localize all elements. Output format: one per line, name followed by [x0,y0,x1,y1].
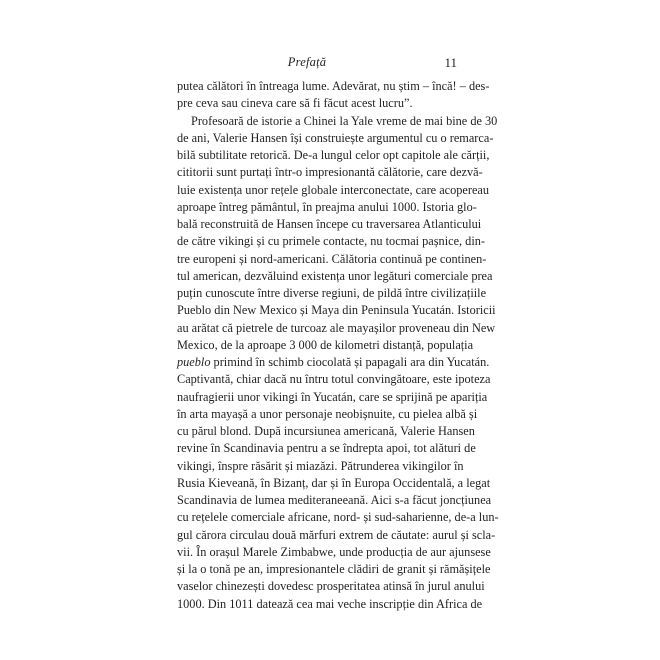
page-number: 11 [444,55,457,70]
text-line: puțin cunoscute între diverse regiuni, de pildă între civilizațiile [177,286,487,300]
text-line: Rusia Kieveană, în Bizanț, dar și în Europa Occidentală, a legat [177,475,491,490]
running-title: Prefață [287,55,327,69]
text-line: Captivantă, chiar dacă nu întru totul convingătoare, este ipoteza [177,372,491,387]
text-line: revine în Scandinavia pentru a se îndrepta apoi, tot alături de [177,441,476,456]
text-line: Pueblo din New Mexico și Maya din Peninsula Yucatán. Istoricii [177,303,496,318]
text-line: cititorii sunt purtați într-o impresionantă călătorie, care dezvă- [177,165,483,180]
text-line: 1000. Din 1011 datează cea mai veche inscripție din Africa de [177,596,483,611]
text-line: vikingi, înspre răsărit și miazăzi. Pătrunderea vikingilor în [177,458,464,473]
page-header [177,55,457,73]
text-line: bală reconstruită de Hansen începe cu traversarea Atlanticului [177,217,482,231]
body-text [177,78,499,613]
text-line: cu părul blond. După incursiunea americană, Valerie Hansen [177,424,475,438]
text-line: Scandinavia de lumea mediteraneeană. Aici s-a făcut joncțiunea [177,493,492,507]
text-line [177,354,490,371]
text-line: aproape întreg pământul, în preajma anului 1000. Istoria glo- [177,199,477,214]
text-line: de ani, Valerie Hansen își construiește argumentul cu o remarca- [177,130,494,145]
text-line: putea călători în întreaga lume. Adevărat, nu știm – încă! – des- [177,79,490,93]
text-line: luie existența unor rețele globale interconectate, care acopereau [177,182,490,197]
text-line: Mexico, de la aproape 3 000 de kilometri distanță, populația [177,337,474,352]
text-line: au arătat că pietrele de turcoaz ale mayașilor proveneau din New [177,320,496,335]
text-line: în arta mayașă a unor personaje neobișnuite, cu pielea albă și [177,406,478,421]
line-text: primind în schimb ciocolată și papagali ara din Yucatán. [210,355,490,369]
text-line: bilă subtilitate retorică. De-a lungul celor opt capitole ale cărții, [177,148,490,162]
text-line: pre ceva sau cineva care să fi făcut acest lucru”. [177,96,413,111]
text-line: și la o tonă pe an, impresionantele clădiri de granit și rămășițele [177,562,491,576]
text-line: naufragierii unor vikingi în Yucatán, care se sprijină pe apariția [177,389,488,404]
text-line: de către vikingi și cu primele contacte, nu tocmai pașnice, din- [177,234,485,249]
text-line: tre europeni și nord-americani. Călătoria continuă pe continen- [177,251,487,266]
text-line: gul cărora circulau două mărfuri extrem de căutate: aurul și scla- [177,527,496,542]
text-line: cu rețelele comerciale africane, nord- și sud-saharienne, de-a lun- [177,510,499,525]
italic-word: pueblo [177,355,211,369]
text-line: vii. În orașul Marele Zimbabwe, unde producția de aur ajunsese [177,544,491,559]
text-line: vaselor chinezești dovedesc prosperitatea atinsă în jurul anului [177,579,485,594]
text-line: Profesoară de istorie a Chinei la Yale vreme de mai bine de 30 [191,113,498,128]
text-line: tul american, dezvăluind existența unor legături comerciale prea [177,268,493,283]
